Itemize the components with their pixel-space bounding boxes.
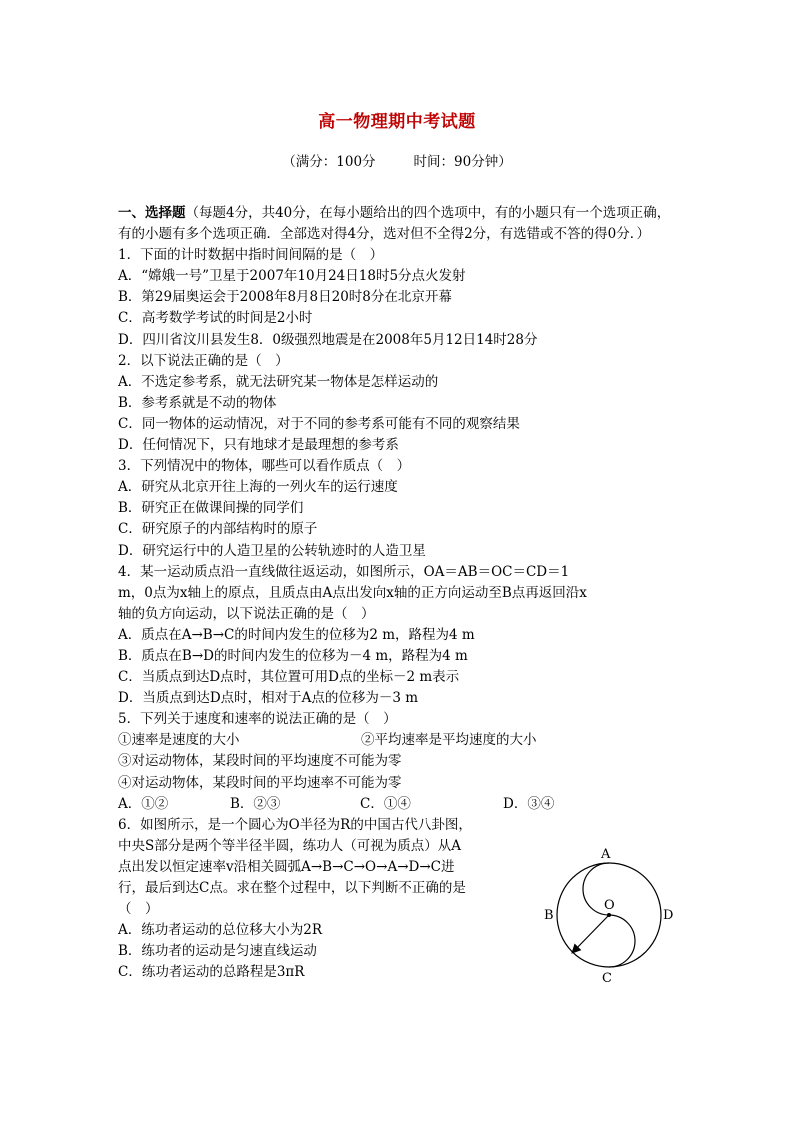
- q1-option-a: A．“嫦娥一号”卫星于2007年10月24日18时5分点火发射: [118, 268, 466, 285]
- radius-arrow: [573, 915, 609, 952]
- exam-subtitle: [0, 150, 794, 170]
- label-o: O: [604, 898, 615, 913]
- q4-option-d: D．当质点到达D点时，相对于A点的位移为－3 m: [118, 690, 419, 707]
- q5-options: [118, 794, 678, 815]
- q3-option-a: A．研究从北京开往上海的一列火车的运行速度: [118, 479, 398, 496]
- q6-option-c: C．练功者运动的总路程是3πR: [118, 964, 305, 981]
- q5-option-c: C．①④: [360, 795, 411, 812]
- section-heading: 一、选择题: [118, 205, 186, 221]
- q4-option-c: C．当质点到达D点时，其位置可用D点的坐标－2 m表示: [118, 669, 460, 686]
- q6-stem-line-2: 中央S部分是两个等半径半圆，练功人（可视为质点）从A: [118, 837, 461, 854]
- q3-option-b: B．研究正在做课间操的同学们: [118, 500, 304, 517]
- q1-option-c: C．高考数学考试的时间是2小时: [118, 310, 313, 327]
- q1-stem: 1．下面的计时数据中指时间间隔的是（ ）: [118, 247, 384, 264]
- q4-option-a: A．质点在A→B→C的时间内发生的位移为2 m，路程为4 m: [118, 626, 475, 643]
- q2-option-b: B．参考系就是不动的物体: [118, 394, 277, 411]
- q5-statement-4: ④对运动物体，某段时间的平均速率不可能为零: [118, 774, 402, 791]
- q5-option-d: D．③④: [503, 795, 555, 812]
- q4-stem-line-1: 4．某一运动质点沿一直线做往返运动，如图所示，OA＝AB＝OC＝CD＝1: [118, 563, 570, 580]
- q6-option-a: A．练功者运动的总位移大小为2R: [118, 922, 323, 939]
- label-b: B: [544, 908, 554, 923]
- q4-stem-line-2: m，0点为x轴上的原点，且质点由A点出发向x轴的正方向运动至B点再返回沿x: [118, 584, 587, 601]
- q6-stem-line-1: 6．如图所示，是一个圆心为O半径为R的中国古代八卦图，: [118, 816, 472, 833]
- q1-option-d: D．四川省汶川县发生8．0级强烈地震是在2008年5月12日14时28分: [118, 331, 538, 348]
- q6-stem-line-5: （ ）: [118, 901, 159, 918]
- label-d: D: [663, 908, 674, 923]
- time-limit: 时间：90分钟）: [413, 154, 512, 170]
- q5-statement-2: ②平均速率是平均速度的大小: [361, 732, 537, 749]
- section-instructions: （每题4分，共40分，在每小题给出的四个选项中，有的小题只有一个选项正确，有的小题有多个选项正确．全部选对得4分，选对但不全得2分，有选错或不答的得0分．）: [118, 205, 671, 243]
- q2-option-a: A．不选定参考系，就无法研究某一物体是怎样运动的: [118, 373, 439, 390]
- bagua-figure: [540, 842, 690, 992]
- q3-option-c: C．研究原子的内部结构时的原子: [118, 521, 318, 538]
- q1-option-b: B．第29届奥运会于2008年8月8日20时8分在北京开幕: [118, 289, 452, 306]
- q6-option-b: B．练功者的运动是匀速直线运动: [118, 943, 317, 960]
- q5-statement-1: ①速率是速度的大小: [118, 732, 240, 749]
- q5-statement-3: ③对运动物体，某段时间的平均速度不可能为零: [118, 753, 402, 770]
- q6-stem-line-3: 点出发以恒定速率v沿相关圆弧A→B→C→O→A→D→C进: [118, 858, 455, 875]
- q3-stem: 3．下列情况中的物体，哪些可以看作质点（ ）: [118, 458, 411, 475]
- q4-stem-line-3: 轴的负方向运动，以下说法正确的是（ ）: [118, 605, 375, 622]
- q5-statements-row-1: [118, 730, 678, 751]
- section-1-header: [118, 203, 678, 245]
- q5-option-b: B．②③: [230, 795, 281, 812]
- q5-stem: 5．下列关于速度和速率的说法正确的是（ ）: [118, 711, 397, 728]
- q6-stem-line-4: 行，最后到达C点。求在整个过程中，以下判断不正确的是: [118, 880, 466, 896]
- q3-option-d: D．研究运行中的人造卫星的公转轨迹时的人造卫星: [118, 542, 426, 559]
- q2-option-c: C．同一物体的运动情况，对于不同的参考系可能有不同的观察结果: [118, 415, 520, 432]
- q2-stem: 2．以下说法正确的是（ ）: [118, 352, 289, 369]
- exam-title: 高一物理期中考试题: [318, 112, 476, 132]
- label-a: A: [601, 847, 611, 862]
- q2-option-d: D．任何情况下，只有地球才是最理想的参考系: [118, 437, 399, 454]
- label-c: C: [602, 971, 612, 986]
- q5-option-a: A．①②: [118, 795, 169, 812]
- q4-option-b: B．质点在B→D的时间内发生的位移为－4 m，路程为4 m: [118, 647, 468, 664]
- full-score: （满分：100分: [282, 154, 376, 170]
